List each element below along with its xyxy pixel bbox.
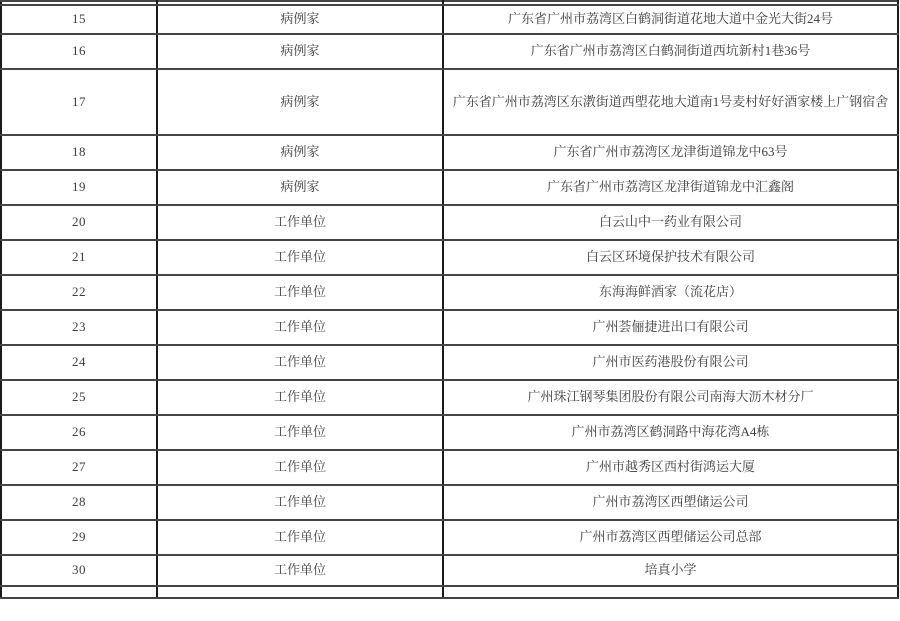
table-row [1,555,898,586]
table-body [1,1,898,598]
category-cell: 工作单位 [157,555,443,586]
detail-cell: 白云区环境保护技术有限公司 [443,240,898,275]
table-row [1,275,898,310]
detail-cell: 东海海鲜酒家（流花店） [443,275,898,310]
detail-cell: 广州市越秀区西村街鸿运大厦 [443,450,898,485]
category-cell: 工作单位 [157,485,443,520]
row-number-cell: 18 [1,135,157,170]
row-number-cell: 29 [1,520,157,555]
row-number-cell: 20 [1,205,157,240]
table-row [1,380,898,415]
row-number-cell: 16 [1,34,157,69]
category-cell: 工作单位 [157,450,443,485]
row-number-cell: 22 [1,275,157,310]
table-row [1,135,898,170]
detail-cell: 广州市荔湾区鹤洞路中海花湾A4栋 [443,415,898,450]
detail-cell: 广东省广州市荔湾区东漖街道西塱花地大道南1号麦村好好酒家楼上广钢宿舍 [443,69,898,135]
category-cell: 工作单位 [157,380,443,415]
empty-cell [1,586,157,598]
table-row [1,485,898,520]
empty-cell [157,586,443,598]
row-number-cell: 23 [1,310,157,345]
category-cell: 工作单位 [157,205,443,240]
table-row [1,170,898,205]
row-number-cell: 15 [1,5,157,34]
category-cell: 病例家 [157,69,443,135]
detail-cell: 广州珠江钢琴集团股份有限公司南海大沥木材分厂 [443,380,898,415]
detail-cell: 白云山中一药业有限公司 [443,205,898,240]
empty-cell [443,586,898,598]
category-cell: 病例家 [157,135,443,170]
table-row [1,310,898,345]
row-number-cell: 24 [1,345,157,380]
table-row [1,520,898,555]
table-row [1,69,898,135]
detail-cell: 广东省广州市荔湾区白鹤洞街道西坑新村1巷36号 [443,34,898,69]
detail-cell: 广州荟俪捷进出口有限公司 [443,310,898,345]
detail-cell: 广州市荔湾区西塱储运公司 [443,485,898,520]
row-number-cell: 25 [1,380,157,415]
detail-cell: 培真小学 [443,555,898,586]
detail-cell: 广东省广州市荔湾区白鹤洞街道花地大道中金光大街24号 [443,5,898,34]
category-cell: 病例家 [157,5,443,34]
table-row [1,205,898,240]
category-cell: 工作单位 [157,240,443,275]
row-number-cell: 30 [1,555,157,586]
table-row [1,240,898,275]
category-cell: 工作单位 [157,520,443,555]
category-cell: 工作单位 [157,345,443,380]
row-number-cell: 26 [1,415,157,450]
partial-row-bottom [1,586,898,598]
row-number-cell: 28 [1,485,157,520]
table-row [1,34,898,69]
row-number-cell: 17 [1,69,157,135]
row-number-cell: 27 [1,450,157,485]
table-row [1,345,898,380]
detail-cell: 广州市医药港股份有限公司 [443,345,898,380]
table-row [1,5,898,34]
row-number-cell: 19 [1,170,157,205]
category-cell: 病例家 [157,34,443,69]
detail-cell: 广州市荔湾区西塱储运公司总部 [443,520,898,555]
row-number-cell: 21 [1,240,157,275]
category-cell: 工作单位 [157,275,443,310]
table-row [1,450,898,485]
category-cell: 工作单位 [157,415,443,450]
detail-cell: 广东省广州市荔湾区龙津街道锦龙中63号 [443,135,898,170]
table-row [1,415,898,450]
category-cell: 工作单位 [157,310,443,345]
detail-cell: 广东省广州市荔湾区龙津街道锦龙中汇鑫阁 [443,170,898,205]
category-cell: 病例家 [157,170,443,205]
